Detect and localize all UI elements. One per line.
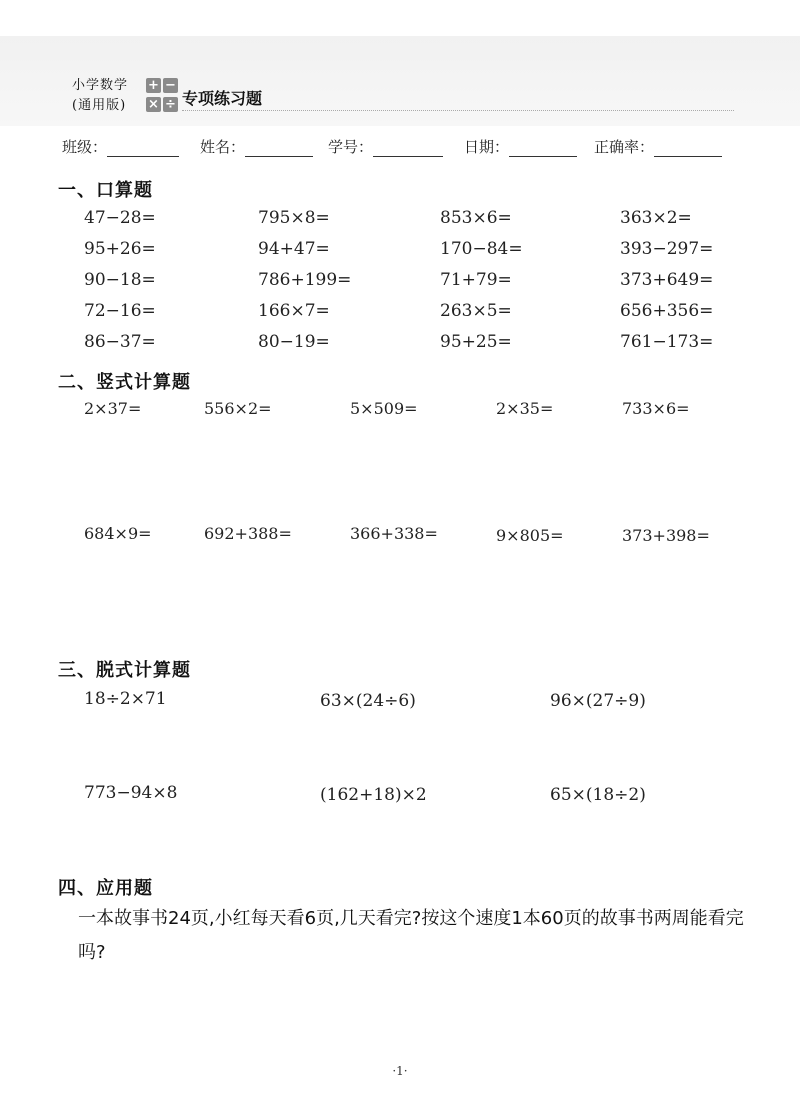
id-blank[interactable] (373, 142, 443, 157)
mental-problem: 166×7= (258, 301, 330, 321)
plus-icon: + (146, 78, 161, 93)
mental-problem: 363×2= (620, 208, 692, 228)
mental-problem: 656+356= (620, 301, 714, 321)
mental-problem: 393−297= (620, 239, 714, 259)
vertical-problem: 684×9= (84, 524, 152, 543)
mental-problem: 95+26= (84, 239, 156, 259)
class-field (62, 136, 179, 157)
mental-problem: 786+199= (258, 270, 352, 290)
accuracy-label: 正确率： (594, 138, 655, 156)
vertical-problem: 5×509= (350, 399, 418, 418)
operator-icons (146, 78, 180, 116)
class-blank[interactable] (107, 142, 179, 157)
date-label: 日期： (464, 138, 510, 156)
vertical-problem: 2×35= (496, 399, 554, 418)
mental-problem: 95+25= (440, 332, 512, 352)
vertical-problem: 556×2= (204, 399, 272, 418)
word-problem-text: 一本故事书24页,小红每天看6页,几天看完?按这个速度1本60页的故事书两周能看完吗? (78, 908, 744, 963)
vertical-problem: 366+338= (350, 524, 438, 543)
stepwise-problem: 63×(24÷6) (320, 691, 416, 711)
stepwise-problem: 18÷2×71 (84, 689, 167, 709)
brand-label (72, 76, 128, 116)
vertical-problem: 373+398= (622, 526, 710, 545)
vertical-problem: 733×6= (622, 399, 690, 418)
vertical-problem: 9×805= (496, 526, 564, 545)
vertical-problem: 2×37= (84, 399, 142, 418)
stepwise-problem: 96×(27÷9) (550, 691, 646, 711)
mental-problem: 170−84= (440, 239, 523, 259)
mental-problem: 86−37= (84, 332, 156, 352)
mental-problem: 761−173= (620, 332, 714, 352)
name-blank[interactable] (245, 142, 313, 157)
mental-problem: 90−18= (84, 270, 156, 290)
mental-problem: 72−16= (84, 301, 156, 321)
stepwise-problem: (162+18)×2 (320, 785, 427, 805)
header-divider (182, 110, 734, 111)
mental-problem: 373+649= (620, 270, 714, 290)
mental-problem: 263×5= (440, 301, 512, 321)
mental-problem: 47−28= (84, 208, 156, 228)
mental-problem: 94+47= (258, 239, 330, 259)
divide-icon: ÷ (163, 97, 178, 112)
date-blank[interactable] (509, 142, 577, 157)
section-stepwise-title: 三、脱式计算题 (58, 660, 191, 681)
mental-problem: 80−19= (258, 332, 330, 352)
accuracy-blank[interactable] (654, 142, 722, 157)
stepwise-problem: 65×(18÷2) (550, 785, 646, 805)
brand-line-1: 小学数学 (72, 78, 129, 93)
section-mental-title: 一、口算题 (58, 180, 153, 201)
id-field (328, 136, 443, 157)
id-label: 学号： (328, 138, 374, 156)
section-vertical-title: 二、竖式计算题 (58, 372, 191, 393)
class-label: 班级： (62, 138, 108, 156)
stepwise-problem: 773−94×8 (84, 783, 178, 803)
date-field (464, 136, 577, 157)
brand-line-2: (通用版) (72, 98, 127, 113)
subject-title: 专项练习题 (182, 89, 263, 108)
accuracy-field (594, 136, 722, 157)
mental-problem: 71+79= (440, 270, 512, 290)
vertical-problem: 692+388= (204, 524, 292, 543)
page-number: ·1· (392, 1064, 408, 1078)
section-word-title: 四、应用题 (58, 878, 153, 899)
minus-icon: − (163, 78, 178, 93)
mental-problem: 795×8= (258, 208, 330, 228)
mental-problem: 853×6= (440, 208, 512, 228)
name-field (200, 136, 313, 157)
multiply-icon: × (146, 97, 161, 112)
name-label: 姓名： (200, 138, 246, 156)
